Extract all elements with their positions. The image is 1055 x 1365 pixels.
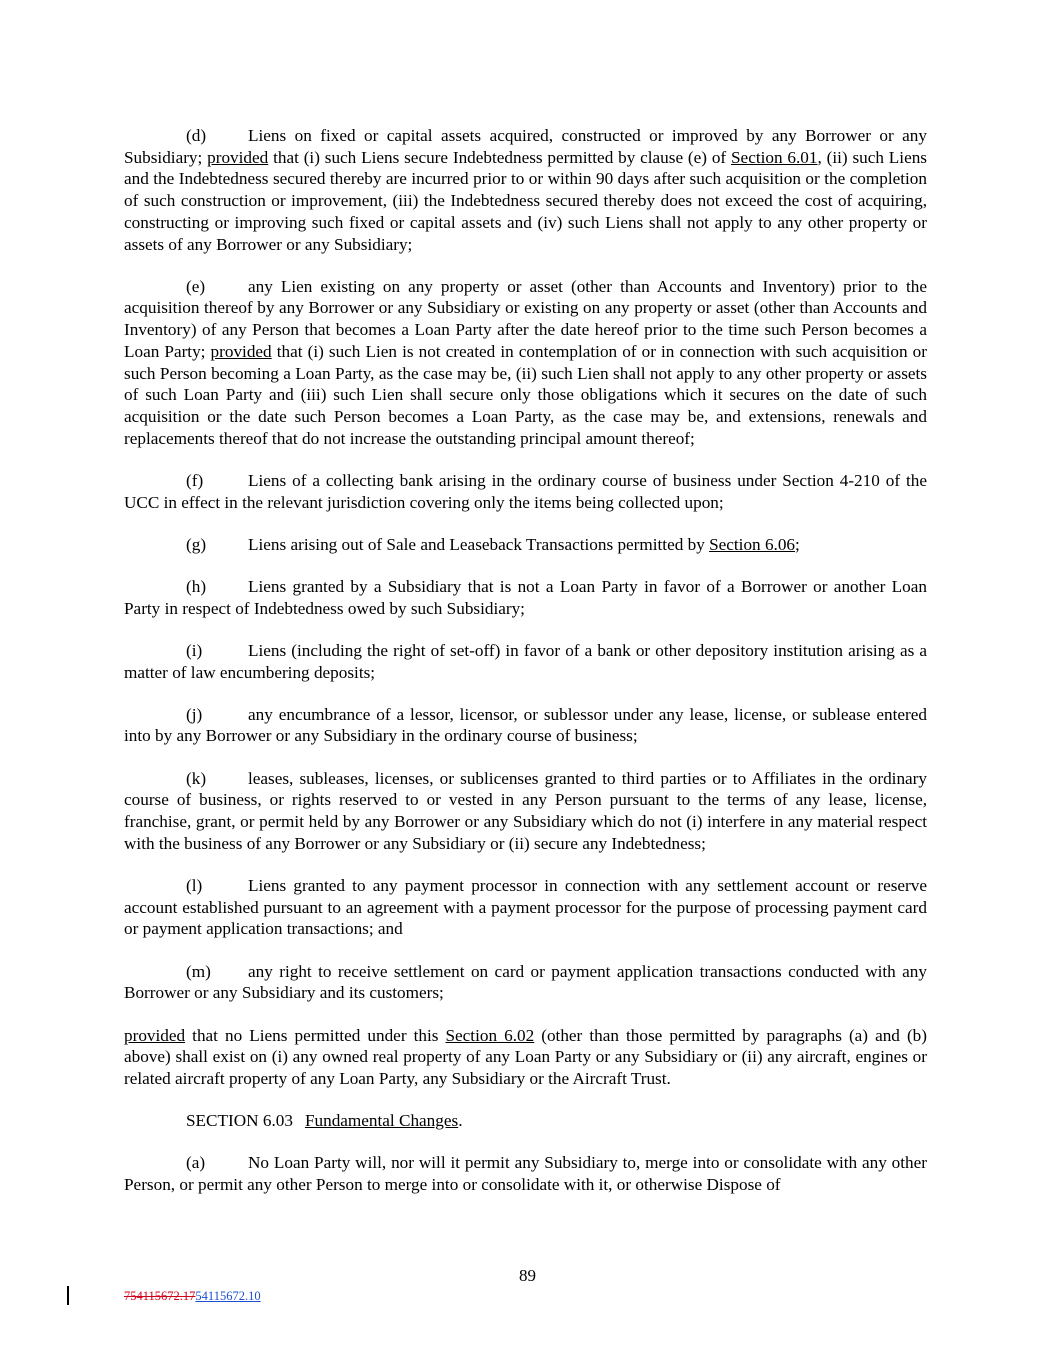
paragraph-d: (d) Liens on fixed or capital assets acquired, constructed or improved by any Borrower or any Subsidiary; provided that (i) such Liens secure Indebtedness permitted by clause (e) of Section 6.01, (ii) such Liens and the Indebtedness secured thereby are incurred prior to or within 90 days after such acquisition or the completion of such construction or improvement, (iii) the Indebtedness secured thereby does not exceed the cost of acquiring, constructing or improving such fixed or capital assets and (iv) such Liens shall not apply to any other property or assets of any Borrower or any Subsidiary; xyxy=(124,126,927,254)
paragraph-h: (h) Liens granted by a Subsidiary that is not a Loan Party in favor of a Borrower or another Loan Party in respect of Indebtedness owed by such Subsidiary; xyxy=(124,576,927,618)
paragraph-label: (d) xyxy=(186,126,207,145)
document-id xyxy=(124,1289,261,1304)
page-number: 89 xyxy=(519,1266,536,1285)
paragraph-l: (l) Liens granted to any payment processor in connection with any settlement account or reserve account established pursuant to an agreement with a payment processor for the purpose of processing payment card or payment application transactions; and xyxy=(124,875,927,939)
section-heading: SECTION 6.03 Fundamental Changes. xyxy=(186,1111,463,1131)
paragraph-label: (g) xyxy=(186,534,207,554)
section-title: Fundamental Changes xyxy=(304,1111,459,1131)
paragraph-k: (k) leases, subleases, licenses, or sublicenses granted to third parties or to Affiliates in the ordinary course of business, or rights reserved to or vested in any Person pursuant to the terms of any lease, license, franchise, grant, or permit held by any Borrower or any Subsidiary which do not (i) interfere in any material respect with the business of any Borrower or any Subsidiary or (ii) secure any Indebtedness; xyxy=(124,768,927,853)
paragraph-label: (a) xyxy=(186,1153,206,1173)
paragraph-label: (k) xyxy=(186,768,207,788)
inserted-doc-id: 54115672.10 xyxy=(195,1289,261,1303)
paragraph-i: (i) Liens (including the right of set-off) in favor of a bank or other depository institution arising as a matter of law encumbering deposits; xyxy=(124,640,927,682)
section-reference: Section 6.06 xyxy=(709,534,796,554)
document-body xyxy=(124,125,927,1216)
paragraph-label: (i) xyxy=(186,640,203,660)
paragraph-label: (m) xyxy=(186,961,211,981)
paragraph-m: (m) any right to receive settlement on card or payment application transactions conducted with any Borrower or any Subsidiary and its customers; xyxy=(124,961,927,1003)
provided-term: provided xyxy=(124,1025,186,1045)
section-reference: Section 6.02 xyxy=(445,1025,535,1045)
provided-term: provided xyxy=(207,147,269,167)
paragraph-label: (e) xyxy=(186,276,206,296)
paragraph-g: (g) Liens arising out of Sale and Leaseback Transactions permitted by Section 6.06; xyxy=(186,534,800,554)
change-bar xyxy=(67,1286,69,1305)
provided-term: provided xyxy=(210,341,272,361)
section-reference: Section 6.01 xyxy=(731,147,818,167)
paragraph-label: (f) xyxy=(186,470,204,490)
deleted-doc-id: 754115672.17 xyxy=(124,1289,196,1303)
paragraph-label: (h) xyxy=(186,576,207,596)
paragraph-label: (j) xyxy=(186,704,203,724)
paragraph-e: (e) any Lien existing on any property or asset (other than Accounts and Inventory) prior to the acquisition thereof by any Borrower or any Subsidiary or existing on any property or asset (other than Accounts and Inventory) of any Person that becomes a Loan Party after the date hereof prior to the time such Person becomes a Loan Party; provided that (i) such Lien is not created in contemplation of or in connection with such acquisition or such Person becoming a Loan Party, as the case may be, (ii) such Lien shall not apply to any other property or assets of such Loan Party and (iii) such Lien shall secure only those obligations which it secures on the date of such acquisition or the date such Person becomes a Loan Party, as the case may be, and extensions, renewals and replacements thereof that do not increase the outstanding principal amount thereof; xyxy=(124,276,928,448)
paragraph-f: (f) Liens of a collecting bank arising in the ordinary course of business under Section 4-210 of the UCC in effect in the relevant jurisdiction covering only the items being collected upon; xyxy=(124,470,927,512)
section-number: SECTION 6.03 xyxy=(186,1111,293,1131)
paragraph-label: (l) xyxy=(186,875,203,895)
proviso-paragraph: provided that no Liens permitted under this Section 6.02 (other than those permitted by paragraphs (a) and (b) above) shall exist on (i) any owned real property of any Loan Party or any Subsidiary or (ii) any aircraft, engines or related aircraft property of any Loan Party, any Subsidiary or the Aircraft Trust. xyxy=(124,1025,927,1088)
paragraph-a: (a) No Loan Party will, nor will it permit any Subsidiary to, merge into or consolidate with any other Person, or permit any other Person to merge into or consolidate with it, or otherwise Dispose of xyxy=(124,1153,927,1195)
paragraph-j: (j) any encumbrance of a lessor, licensor, or sublessor under any lease, license, or sublease entered into by any Borrower or any Subsidiary in the ordinary course of business; xyxy=(124,704,927,746)
